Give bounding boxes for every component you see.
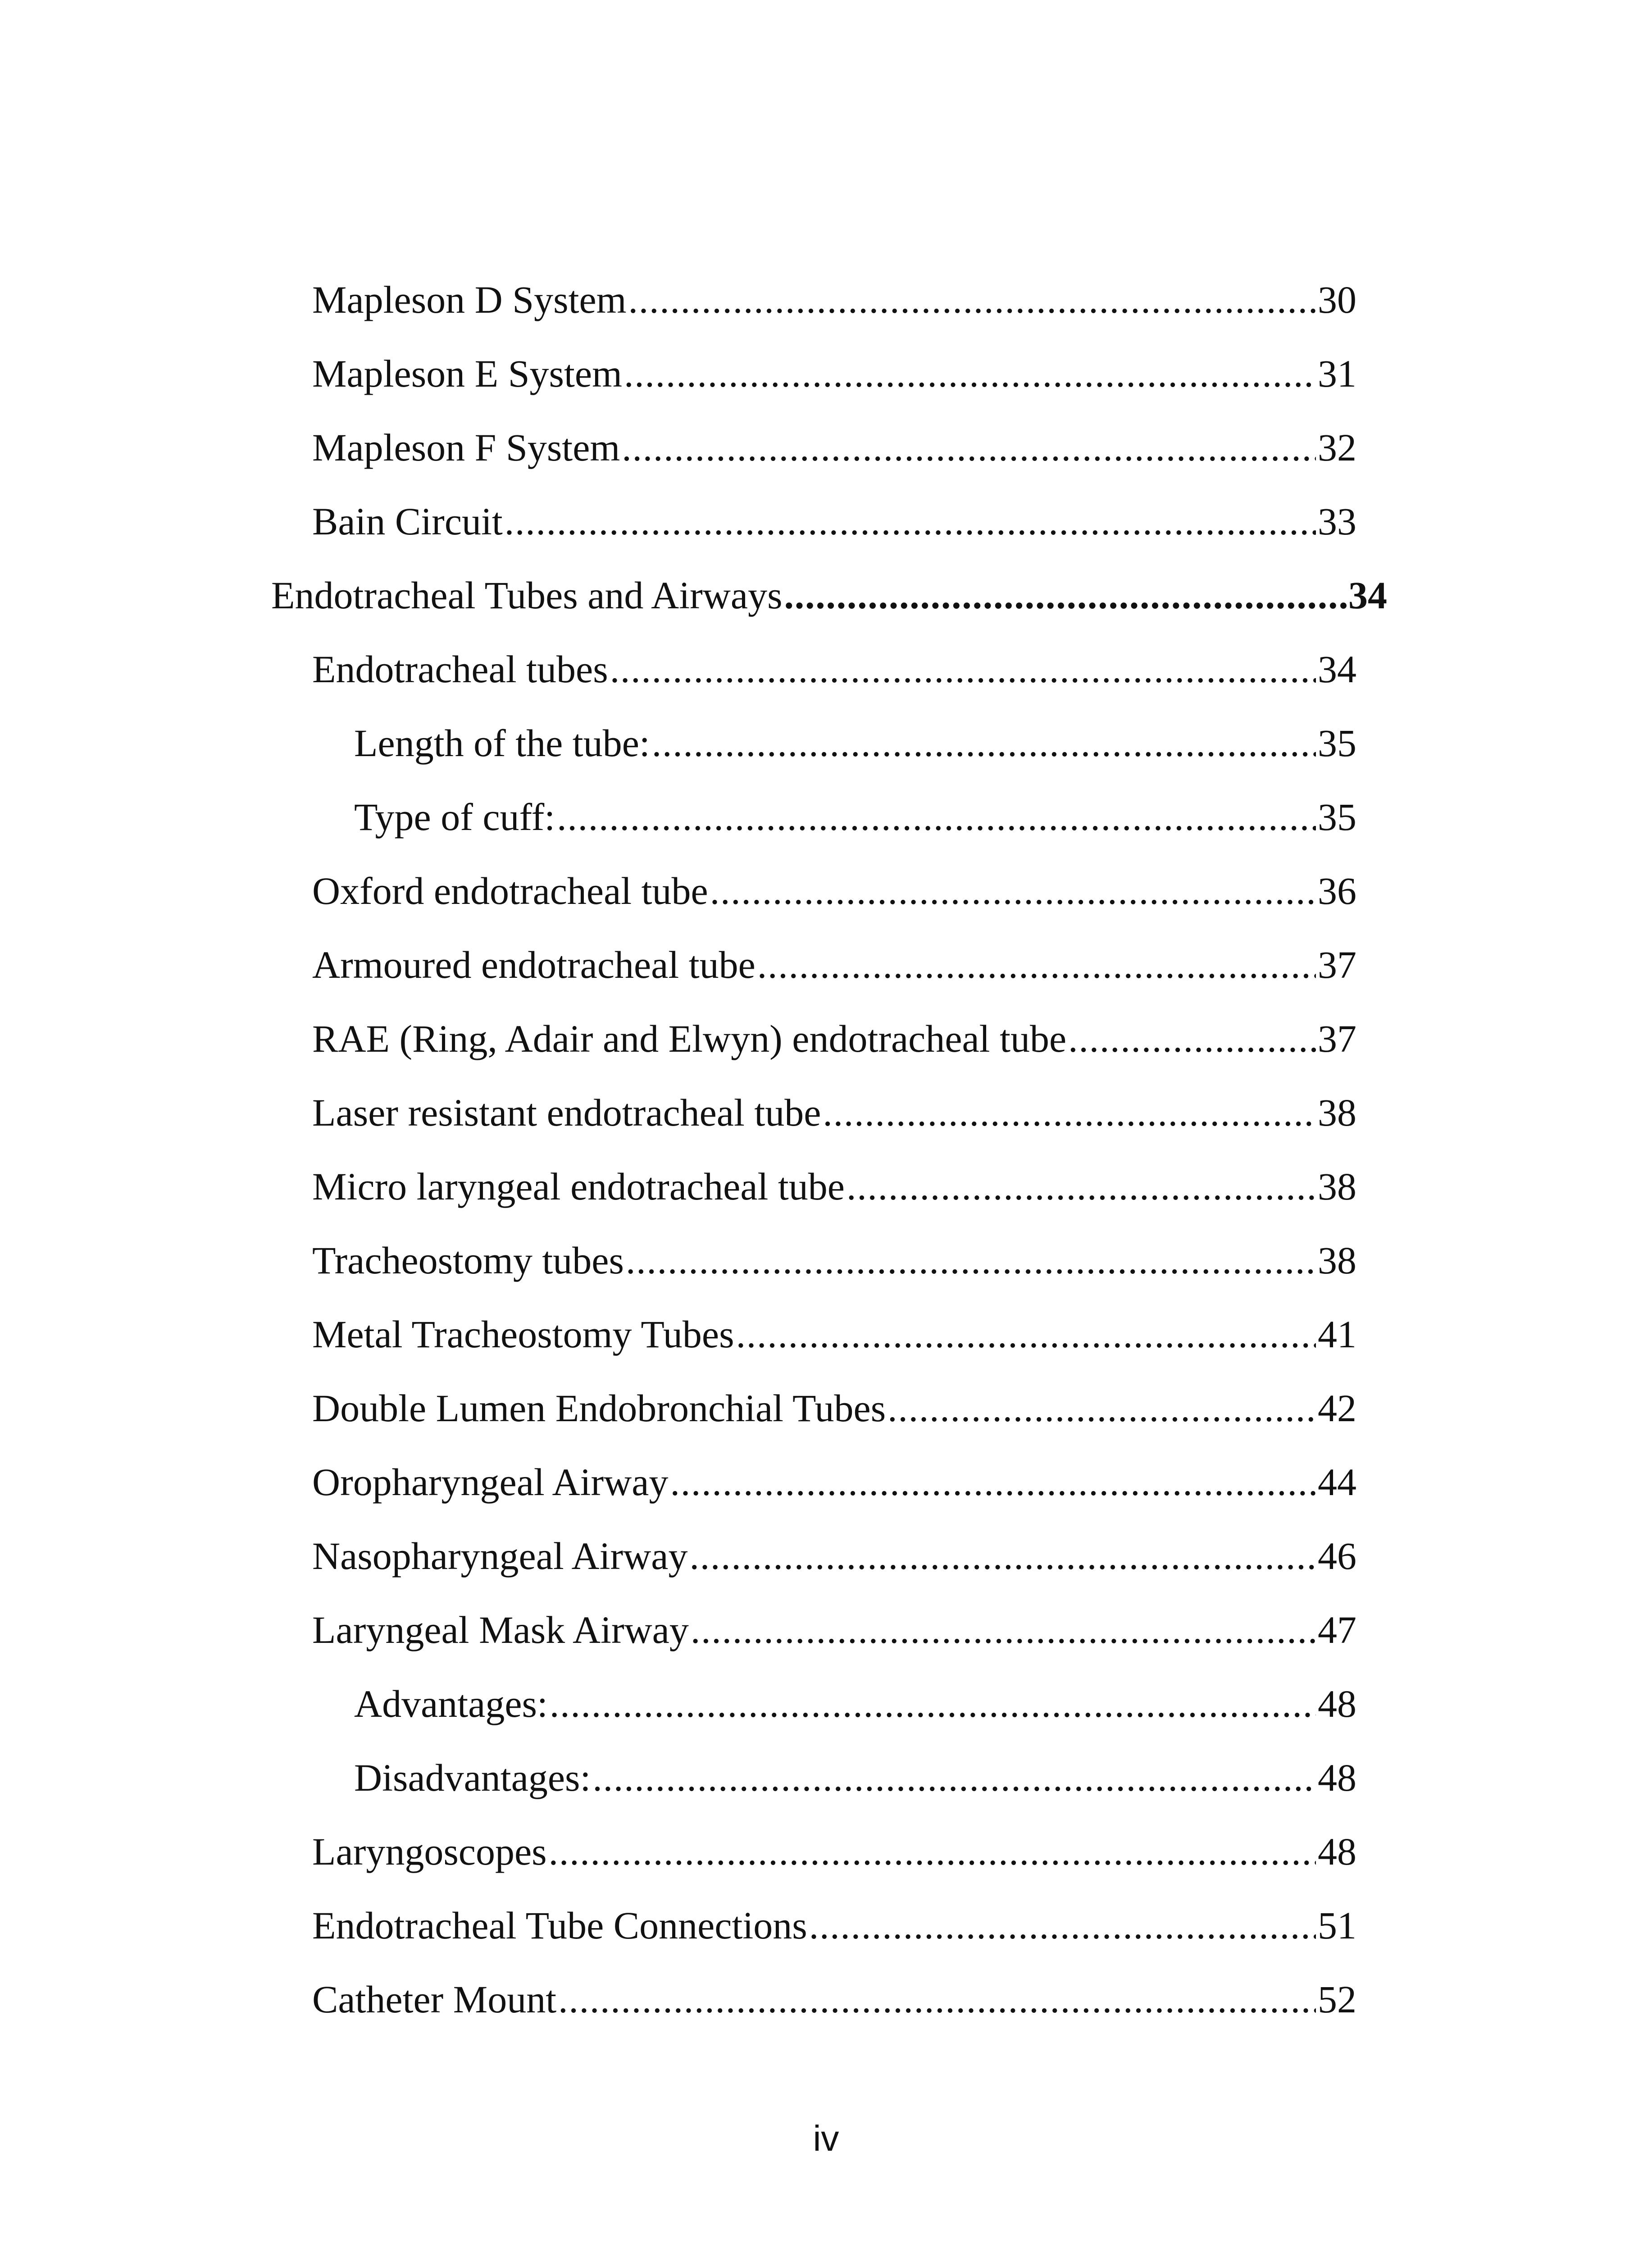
table-of-contents	[0, 263, 1652, 2036]
toc-entry-page: 30	[1318, 278, 1356, 321]
toc-entry[interactable]	[312, 1002, 1356, 1076]
toc-entry-page: 41	[1318, 1313, 1356, 1356]
toc-row	[0, 410, 1652, 484]
toc-entry-title: Micro laryngeal endotracheal tube	[312, 1165, 845, 1208]
toc-row	[0, 632, 1652, 706]
toc-entry-page: 46	[1318, 1534, 1356, 1578]
toc-dot-leader	[757, 928, 1316, 1002]
toc-entry-page: 52	[1318, 1978, 1356, 2021]
toc-row	[0, 706, 1652, 780]
toc-dot-leader	[652, 706, 1316, 780]
toc-entry-page: 48	[1318, 1682, 1356, 1725]
toc-entry-title: Endotracheal tubes	[312, 648, 608, 691]
toc-entry-page: 36	[1318, 869, 1356, 912]
page-number: iv	[813, 2118, 839, 2158]
toc-dot-leader	[558, 1962, 1316, 2036]
toc-entry[interactable]	[354, 706, 1356, 780]
toc-entry-page: 38	[1318, 1165, 1356, 1208]
toc-entry[interactable]	[354, 1667, 1356, 1741]
toc-dot-leader	[689, 1519, 1316, 1593]
toc-dot-leader	[557, 780, 1316, 854]
toc-entry[interactable]	[312, 1371, 1356, 1445]
toc-entry-title: Type of cuff:	[354, 795, 555, 839]
toc-row	[0, 854, 1652, 928]
toc-entry-title: Double Lumen Endobronchial Tubes	[312, 1386, 886, 1430]
toc-entry[interactable]	[312, 337, 1356, 410]
toc-entry[interactable]	[312, 928, 1356, 1002]
toc-entry-title: Catheter Mount	[312, 1978, 557, 2021]
toc-entry-title: Mapleson E System	[312, 352, 622, 395]
toc-entry[interactable]	[312, 1076, 1356, 1149]
toc-row	[0, 928, 1652, 1002]
toc-row	[0, 1962, 1652, 2036]
toc-entry-title: Mapleson F System	[312, 426, 620, 469]
toc-dot-leader	[784, 558, 1347, 632]
toc-entry-title: Tracheostomy tubes	[312, 1239, 624, 1282]
toc-dot-leader	[550, 1667, 1316, 1741]
toc-entry-page: 35	[1318, 795, 1356, 839]
toc-dot-leader	[710, 854, 1316, 928]
toc-dot-leader	[736, 1297, 1316, 1371]
toc-row	[0, 1297, 1652, 1371]
toc-entry-title: Oxford endotracheal tube	[312, 869, 708, 912]
toc-entry-page: 32	[1318, 426, 1356, 469]
toc-dot-leader	[624, 337, 1316, 410]
toc-entry-page: 37	[1318, 1017, 1356, 1060]
toc-dot-leader	[691, 1593, 1316, 1667]
toc-entry-title: Metal Tracheostomy Tubes	[312, 1313, 734, 1356]
toc-entry[interactable]	[312, 1888, 1356, 1962]
toc-dot-leader	[887, 1371, 1316, 1445]
toc-entry-title: Nasopharyngeal Airway	[312, 1534, 688, 1578]
toc-entry-page: 44	[1318, 1460, 1356, 1504]
toc-row	[0, 1667, 1652, 1741]
toc-entry-page: 51	[1318, 1904, 1356, 1947]
toc-dot-leader	[1068, 1002, 1316, 1076]
toc-row	[0, 263, 1652, 337]
toc-row	[0, 1888, 1652, 1962]
toc-dot-leader	[505, 484, 1316, 558]
toc-entry[interactable]	[312, 484, 1356, 558]
toc-entry[interactable]	[354, 780, 1356, 854]
toc-dot-leader	[549, 1815, 1316, 1888]
toc-entry[interactable]	[312, 632, 1356, 706]
toc-entry[interactable]	[354, 1741, 1356, 1815]
toc-entry-page: 37	[1318, 943, 1356, 986]
toc-dot-leader	[823, 1076, 1316, 1149]
toc-entry-page: 33	[1318, 500, 1356, 543]
toc-entry-title: Laryngeal Mask Airway	[312, 1608, 689, 1651]
toc-dot-leader	[846, 1149, 1316, 1223]
toc-entry-title: Armoured endotracheal tube	[312, 943, 755, 986]
toc-row	[0, 1741, 1652, 1815]
toc-dot-leader	[670, 1445, 1316, 1519]
toc-entry-title: Laser resistant endotracheal tube	[312, 1091, 821, 1134]
toc-row	[0, 780, 1652, 854]
toc-row	[0, 1519, 1652, 1593]
toc-dot-leader	[610, 632, 1316, 706]
toc-entry-title: Disadvantages:	[354, 1756, 591, 1799]
toc-row	[0, 337, 1652, 410]
toc-entry[interactable]	[312, 410, 1356, 484]
toc-entry-page: 31	[1318, 352, 1356, 395]
toc-entry[interactable]	[271, 558, 1387, 632]
toc-row	[0, 558, 1652, 632]
toc-entry-page: 48	[1318, 1830, 1356, 1873]
toc-row	[0, 1371, 1652, 1445]
toc-entry[interactable]	[312, 1223, 1356, 1297]
toc-entry[interactable]	[312, 1445, 1356, 1519]
toc-entry[interactable]	[312, 1519, 1356, 1593]
toc-entry-title: Oropharyngeal Airway	[312, 1460, 669, 1504]
toc-entry-page: 38	[1318, 1091, 1356, 1134]
toc-dot-leader	[628, 263, 1316, 337]
toc-entry-page: 35	[1318, 721, 1356, 765]
toc-entry-title: Advantages:	[354, 1682, 548, 1725]
toc-entry-page: 48	[1318, 1756, 1356, 1799]
toc-row	[0, 1002, 1652, 1076]
toc-entry[interactable]	[312, 854, 1356, 928]
toc-entry-page: 38	[1318, 1239, 1356, 1282]
toc-dot-leader	[626, 1223, 1316, 1297]
toc-row	[0, 484, 1652, 558]
toc-entry-title: Length of the tube:	[354, 721, 650, 765]
toc-entry-title: Mapleson D System	[312, 278, 627, 321]
toc-dot-leader	[592, 1741, 1316, 1815]
toc-entry-title: Endotracheal Tubes and Airways	[271, 574, 783, 617]
toc-entry-page: 34	[1348, 574, 1387, 617]
toc-row	[0, 1223, 1652, 1297]
toc-entry-title: Bain Circuit	[312, 500, 503, 543]
toc-dot-leader	[622, 410, 1316, 484]
toc-row	[0, 1815, 1652, 1888]
toc-entry-title: Laryngoscopes	[312, 1830, 547, 1873]
toc-entry-page: 47	[1318, 1608, 1356, 1651]
toc-entry-page: 42	[1318, 1386, 1356, 1430]
toc-entry-title: Endotracheal Tube Connections	[312, 1904, 807, 1947]
toc-row	[0, 1149, 1652, 1223]
toc-entry[interactable]	[312, 1815, 1356, 1888]
toc-dot-leader	[809, 1888, 1316, 1962]
toc-entry[interactable]	[312, 1962, 1356, 2036]
toc-entry-page: 34	[1318, 648, 1356, 691]
toc-entry[interactable]	[312, 263, 1356, 337]
toc-entry[interactable]	[312, 1297, 1356, 1371]
toc-entry[interactable]	[312, 1593, 1356, 1667]
toc-row	[0, 1076, 1652, 1149]
toc-entry[interactable]	[312, 1149, 1356, 1223]
toc-row	[0, 1593, 1652, 1667]
toc-row	[0, 1445, 1652, 1519]
toc-entry-title: RAE (Ring, Adair and Elwyn) endotracheal tube	[312, 1017, 1067, 1060]
